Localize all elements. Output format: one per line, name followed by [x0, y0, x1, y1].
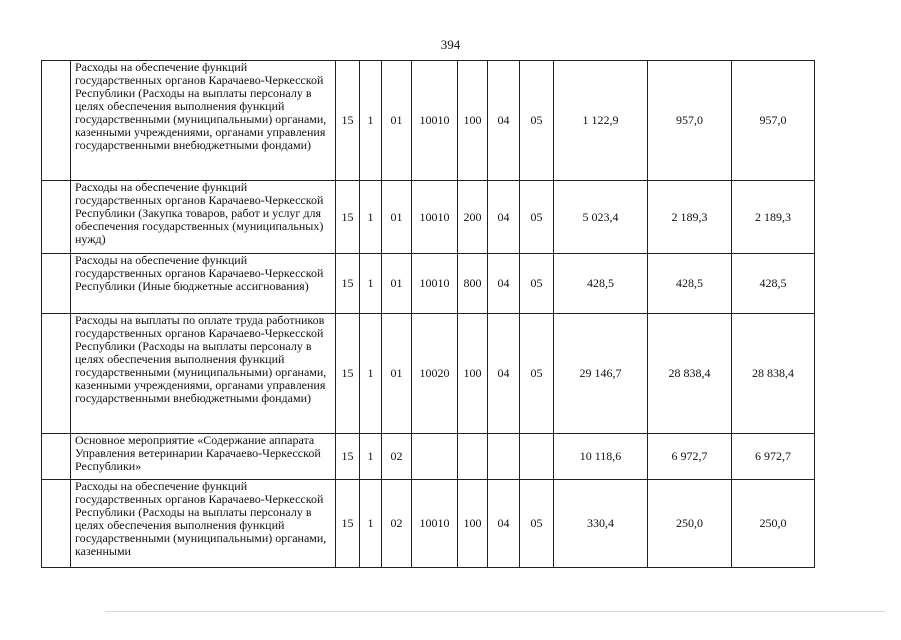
empty-cell	[42, 480, 71, 568]
code-cell: 04	[488, 254, 520, 314]
table-row	[42, 434, 815, 480]
amount-cell: 29 146,7	[554, 314, 648, 434]
amount-cell: 28 838,4	[732, 314, 815, 434]
empty-cell	[42, 181, 71, 254]
code-cell: 04	[488, 314, 520, 434]
code-cell: 05	[520, 480, 554, 568]
code-cell: 05	[520, 314, 554, 434]
code-cell: 10010	[412, 480, 458, 568]
code-cell: 02	[382, 434, 412, 480]
code-cell: 15	[336, 61, 360, 181]
code-cell: 04	[488, 480, 520, 568]
code-cell: 15	[336, 181, 360, 254]
code-cell	[412, 434, 458, 480]
row-description: Расходы на обеспечение функций государственных органов Карачаево-Черкесской Республики (Расходы на выплаты персоналу в целях обеспечения выполнения функций государственными (муниципальными) органами, казенными учреждениями, органами управления государственными внебюджетными фондами)	[71, 61, 336, 181]
scan-divider	[105, 611, 885, 612]
code-cell: 1	[360, 181, 382, 254]
code-cell: 100	[458, 61, 488, 181]
code-cell: 04	[488, 61, 520, 181]
amount-cell: 2 189,3	[732, 181, 815, 254]
amount-cell: 428,5	[554, 254, 648, 314]
table-row	[42, 61, 815, 181]
code-cell: 10010	[412, 254, 458, 314]
page-number: 394	[440, 37, 461, 52]
amount-cell: 957,0	[648, 61, 732, 181]
amount-cell: 6 972,7	[732, 434, 815, 480]
row-description: Расходы на выплаты по оплате труда работников государственных органов Карачаево-Черкесской Республики (Расходы на выплаты персоналу в целях обеспечения выполнения функций государственными (муниципальными) органами, казенными учреждениями, органами управления государственными внебюджетными фондами)	[71, 314, 336, 434]
amount-cell: 28 838,4	[648, 314, 732, 434]
code-cell	[488, 434, 520, 480]
code-cell: 04	[488, 181, 520, 254]
code-cell: 1	[360, 61, 382, 181]
amount-cell: 428,5	[732, 254, 815, 314]
amount-cell: 250,0	[732, 480, 815, 568]
code-cell: 05	[520, 254, 554, 314]
empty-cell	[42, 434, 71, 480]
budget-table	[41, 60, 815, 568]
code-cell: 01	[382, 314, 412, 434]
empty-cell	[42, 254, 71, 314]
code-cell: 800	[458, 254, 488, 314]
code-cell: 1	[360, 314, 382, 434]
row-description: Расходы на обеспечение функций государственных органов Карачаево-Черкесской Республики (Иные бюджетные ассигнования)	[71, 254, 336, 314]
code-cell: 15	[336, 314, 360, 434]
code-cell: 100	[458, 314, 488, 434]
code-cell: 10020	[412, 314, 458, 434]
amount-cell: 10 118,6	[554, 434, 648, 480]
amount-cell: 330,4	[554, 480, 648, 568]
empty-cell	[42, 314, 71, 434]
row-description: Основное мероприятие «Содержание аппарата Управления ветеринарии Карачаево-Черкесской Республики»	[71, 434, 336, 480]
code-cell: 02	[382, 480, 412, 568]
table-row	[42, 480, 815, 568]
empty-cell	[42, 61, 71, 181]
code-cell	[520, 434, 554, 480]
code-cell: 200	[458, 181, 488, 254]
code-cell: 15	[336, 480, 360, 568]
code-cell	[458, 434, 488, 480]
amount-cell: 5 023,4	[554, 181, 648, 254]
amount-cell: 2 189,3	[648, 181, 732, 254]
code-cell: 10010	[412, 181, 458, 254]
code-cell: 05	[520, 61, 554, 181]
code-cell: 01	[382, 61, 412, 181]
code-cell: 05	[520, 181, 554, 254]
code-cell: 01	[382, 254, 412, 314]
amount-cell: 428,5	[648, 254, 732, 314]
code-cell: 10010	[412, 61, 458, 181]
code-cell: 15	[336, 434, 360, 480]
table-row	[42, 314, 815, 434]
row-description: Расходы на обеспечение функций государственных органов Карачаево-Черкесской Республики (Закупка товаров, работ и услуг для обеспечения государственных (муниципальных) нужд)	[71, 181, 336, 254]
code-cell: 1	[360, 434, 382, 480]
code-cell: 100	[458, 480, 488, 568]
row-description: Расходы на обеспечение функций государственных органов Карачаево-Черкесской Республики (Расходы на выплаты персоналу в целях обеспечения выполнения функций государственными (муниципальными) органами, казенными	[71, 480, 336, 568]
amount-cell: 6 972,7	[648, 434, 732, 480]
code-cell: 15	[336, 254, 360, 314]
amount-cell: 250,0	[648, 480, 732, 568]
code-cell: 01	[382, 181, 412, 254]
table-row	[42, 254, 815, 314]
code-cell: 1	[360, 480, 382, 568]
amount-cell: 1 122,9	[554, 61, 648, 181]
code-cell: 1	[360, 254, 382, 314]
table-row	[42, 181, 815, 254]
amount-cell: 957,0	[732, 61, 815, 181]
